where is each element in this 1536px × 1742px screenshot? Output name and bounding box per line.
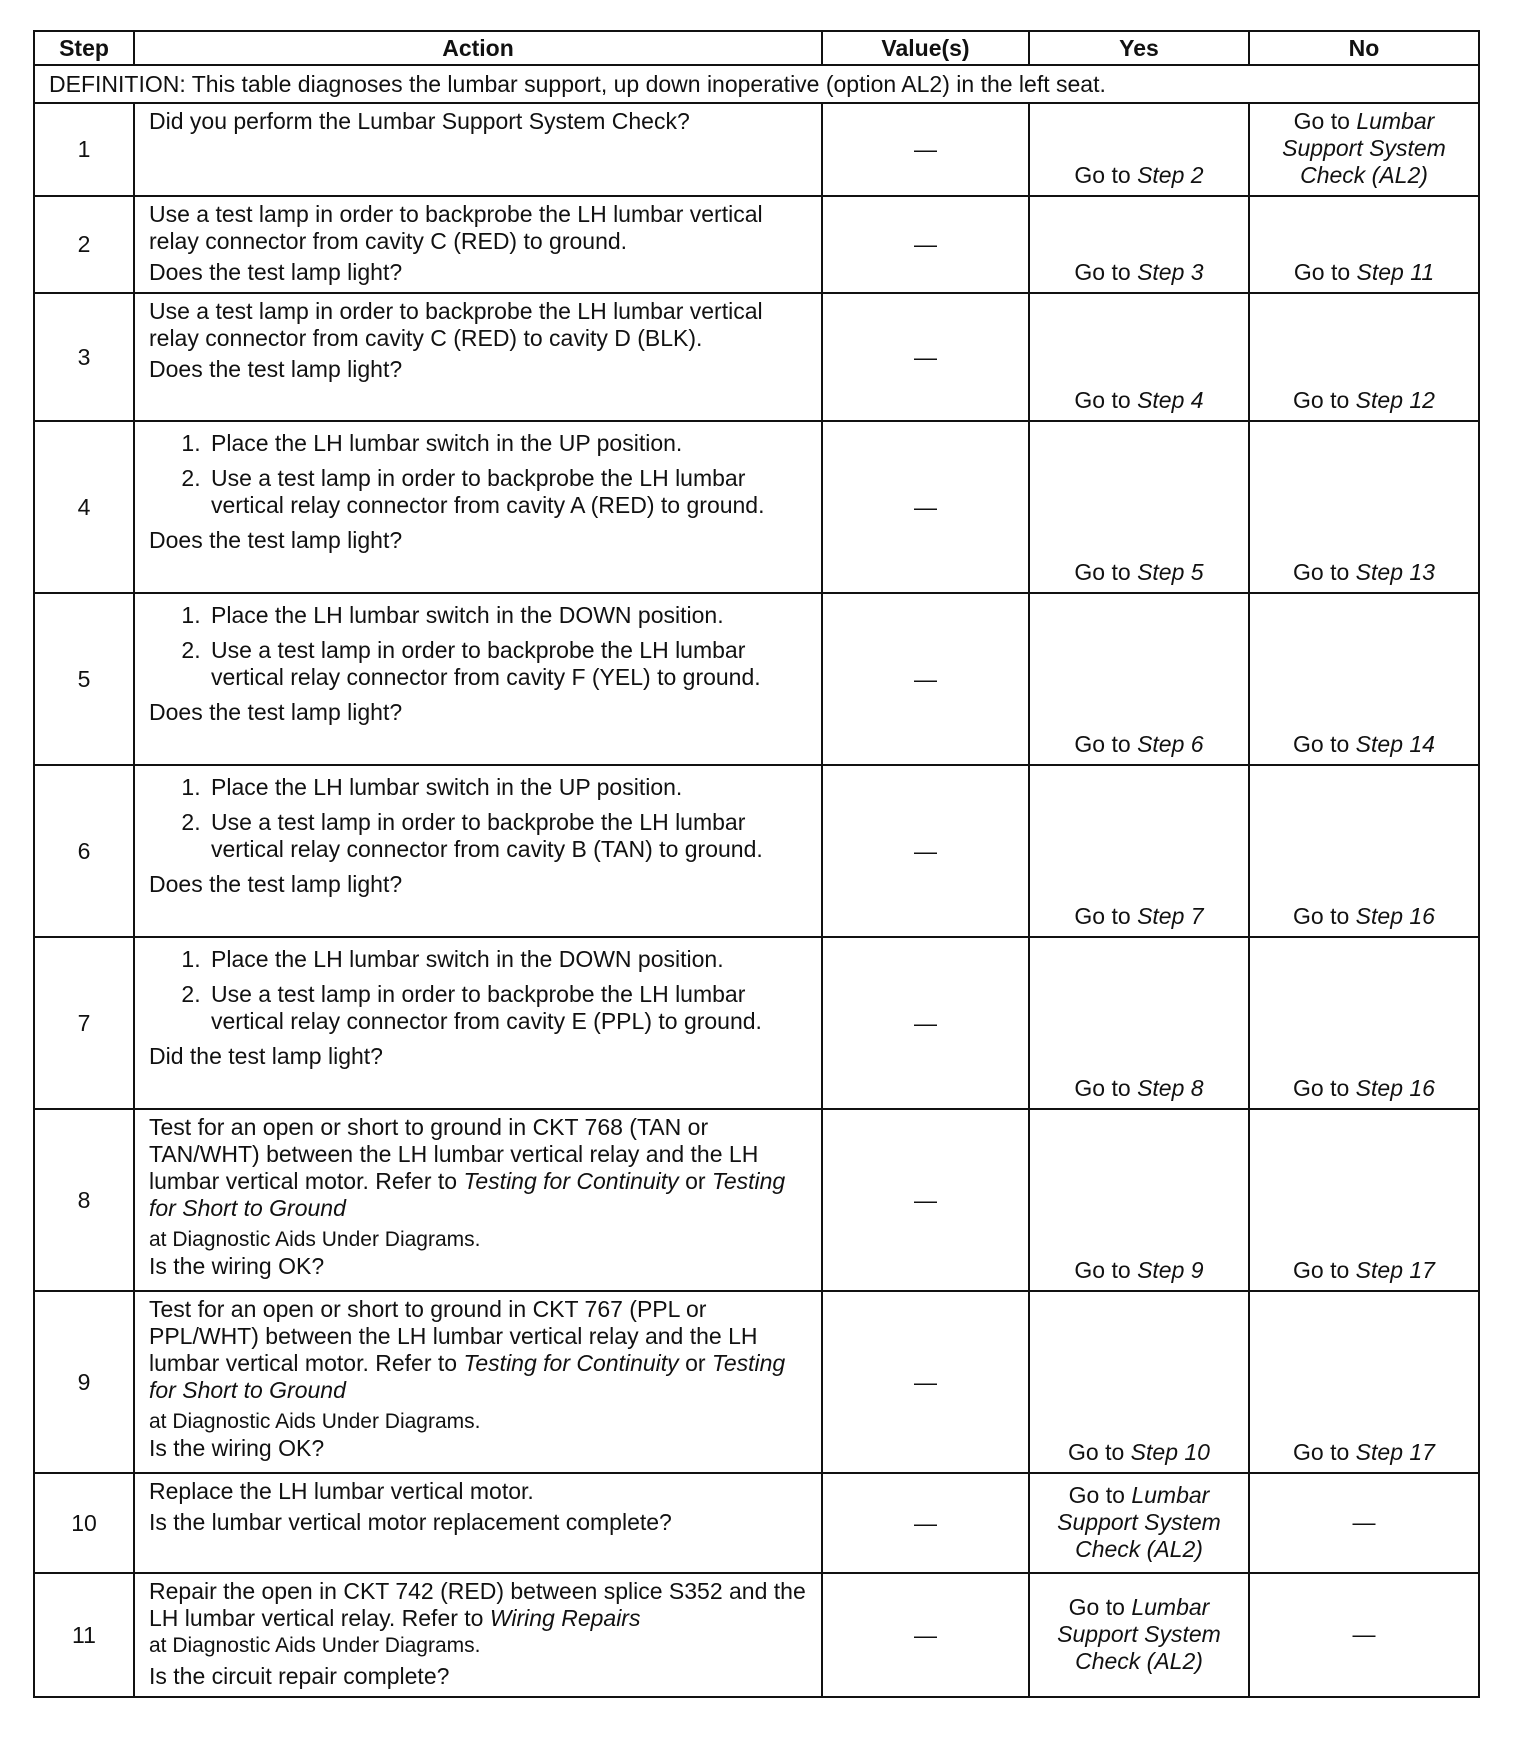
reference-link: Wiring Repairs (489, 1605, 641, 1631)
table-row (34, 1109, 1479, 1291)
action-cell (134, 1291, 822, 1473)
action-text-or: or (685, 1168, 706, 1194)
step-link: Step 6 (1137, 731, 1204, 757)
lumbar-ref-2: Support System (1057, 1508, 1221, 1535)
step-number: 7 (34, 937, 134, 1109)
action-note: at Diagnostic Aids Under Diagrams. (149, 1634, 481, 1657)
reference-link: Testing for Continuity (463, 1168, 679, 1194)
action-cell (134, 1109, 822, 1291)
action-question: Does the test lamp light? (149, 699, 403, 725)
step-link: Step 12 (1355, 387, 1435, 413)
go-to-label: Go to (1068, 1593, 1125, 1620)
action-cell (134, 765, 822, 937)
action-cell (134, 103, 822, 196)
step-number: 8 (34, 1109, 134, 1291)
value-cell: — (822, 103, 1029, 196)
value-cell: — (822, 293, 1029, 421)
go-to-label: Go to (1068, 1439, 1125, 1465)
yes-cell (1029, 293, 1249, 421)
step-link: Step 11 (1356, 259, 1435, 285)
no-cell: — (1249, 1573, 1479, 1697)
definition-row (34, 65, 1479, 103)
list-item: 1. Place the LH lumbar switch in the UP position. (207, 774, 811, 801)
lumbar-ref-1: Lumbar (1131, 1593, 1210, 1620)
value-cell: — (822, 1473, 1029, 1573)
table-row (34, 1573, 1479, 1697)
yes-cell (1029, 1291, 1249, 1473)
list-item: 2. Use a test lamp in order to backprobe the LH lumbar vertical relay connector from cavity B (TAN) to ground. (207, 809, 811, 863)
no-cell (1249, 103, 1479, 196)
step-link: Step 7 (1137, 903, 1204, 929)
header-action: Action (134, 31, 822, 65)
procedure-list (149, 774, 811, 863)
value-cell: — (822, 196, 1029, 293)
list-item: 1. Place the LH lumbar switch in the DOWN position. (207, 946, 811, 973)
action-question: Does the test lamp light? (149, 871, 403, 897)
table-row (34, 1473, 1479, 1573)
step-number: 5 (34, 593, 134, 765)
action-note: at Diagnostic Aids Under Diagrams. (149, 1410, 481, 1433)
yes-cell (1029, 1109, 1249, 1291)
yes-cell (1029, 196, 1249, 293)
no-cell (1249, 765, 1479, 937)
lumbar-ref-3: Check (AL2) (1300, 162, 1428, 188)
action-question: Does the test lamp light? (149, 356, 403, 382)
action-cell (134, 1573, 822, 1697)
no-cell (1249, 293, 1479, 421)
lumbar-ref-2: Support System (1057, 1620, 1221, 1647)
go-to-label: Go to (1074, 1075, 1131, 1101)
action-note: at Diagnostic Aids Under Diagrams. (149, 1228, 481, 1251)
step-link: Step 3 (1137, 259, 1204, 285)
step-link: Step 5 (1137, 559, 1204, 585)
header-no: No (1249, 31, 1479, 65)
step-link: Step 13 (1355, 559, 1435, 585)
go-to-label: Go to (1293, 903, 1350, 929)
go-to-label: Go to (1293, 1439, 1350, 1465)
step-link: Step 2 (1137, 162, 1204, 188)
list-item: 2. Use a test lamp in order to backprobe the LH lumbar vertical relay connector from cavity E (PPL) to ground. (207, 981, 811, 1035)
go-to-label: Go to (1293, 387, 1350, 413)
action-question: Is the wiring OK? (149, 1253, 325, 1279)
go-to-label: Go to (1293, 559, 1350, 585)
table-row (34, 765, 1479, 937)
table-row (34, 1291, 1479, 1473)
lumbar-ref-1: Lumbar (1356, 108, 1435, 134)
definition-text: DEFINITION: This table diagnoses the lumbar support, up down inoperative (option AL2) in the left seat. (34, 65, 1479, 103)
action-cell (134, 593, 822, 765)
yes-cell (1029, 421, 1249, 593)
procedure-list (149, 946, 811, 1035)
action-question: Is the lumbar vertical motor replacement complete? (149, 1509, 672, 1535)
no-cell (1249, 1291, 1479, 1473)
go-to-label: Go to (1293, 259, 1351, 285)
action-cell (134, 937, 822, 1109)
step-number: 1 (34, 103, 134, 196)
no-cell: — (1249, 1473, 1479, 1573)
step-link: Step 17 (1355, 1257, 1435, 1283)
table-row (34, 293, 1479, 421)
lumbar-ref-2: Support System (1282, 135, 1446, 161)
list-item: 1. Place the LH lumbar switch in the UP position. (207, 430, 811, 457)
action-question: Does the test lamp light? (149, 527, 403, 553)
action-cell (134, 196, 822, 293)
go-to-label: Go to (1293, 108, 1350, 134)
step-link: Step 10 (1130, 1439, 1210, 1465)
table-row (34, 421, 1479, 593)
procedure-list (149, 430, 811, 519)
action-text: Use a test lamp in order to backprobe the LH lumbar vertical relay connector from cavity C (RED) to ground. (149, 201, 763, 254)
value-cell: — (822, 421, 1029, 593)
value-cell: — (822, 765, 1029, 937)
yes-cell (1029, 937, 1249, 1109)
action-text: Repair the open in CKT 742 (RED) between splice S352 and the LH lumbar vertical relay. Refer to (149, 1578, 806, 1631)
no-cell (1249, 937, 1479, 1109)
step-link: Step 9 (1137, 1257, 1204, 1283)
go-to-label: Go to (1074, 387, 1131, 413)
step-number: 6 (34, 765, 134, 937)
header-row (34, 31, 1479, 65)
go-to-label: Go to (1074, 559, 1131, 585)
action-text-or: or (685, 1350, 706, 1376)
step-link: Step 17 (1355, 1439, 1435, 1465)
table-row (34, 593, 1479, 765)
step-number: 3 (34, 293, 134, 421)
step-number: 10 (34, 1473, 134, 1573)
step-number: 4 (34, 421, 134, 593)
go-to-label: Go to (1293, 1075, 1350, 1101)
action-text: Test for an open or short to ground in CKT 768 (TAN or TAN/WHT) between the LH lumbar vertical relay and the LH lumbar vertical motor. Refer to (149, 1114, 759, 1194)
go-to-label: Go to (1074, 731, 1131, 757)
header-yes: Yes (1029, 31, 1249, 65)
value-cell: — (822, 937, 1029, 1109)
reference-link: Testing for Short to Ground (149, 1350, 786, 1403)
action-text: Did you perform the Lumbar Support System Check? (149, 108, 690, 134)
value-cell: — (822, 1573, 1029, 1697)
go-to-label: Go to (1074, 1257, 1131, 1283)
go-to-label: Go to (1068, 1481, 1125, 1508)
action-question: Is the wiring OK? (149, 1435, 325, 1461)
lumbar-ref-3: Check (AL2) (1075, 1647, 1203, 1674)
go-to-label: Go to (1074, 259, 1131, 285)
lumbar-ref-1: Lumbar (1131, 1481, 1210, 1508)
action-cell (134, 293, 822, 421)
action-question: Does the test lamp light? (149, 259, 403, 285)
go-to-label: Go to (1074, 162, 1131, 188)
reference-link: Testing for Continuity (463, 1350, 679, 1376)
reference-link: Testing for Short to Ground (149, 1168, 786, 1221)
yes-cell (1029, 1573, 1249, 1697)
lumbar-ref-3: Check (AL2) (1075, 1535, 1203, 1562)
step-link: Step 16 (1355, 903, 1435, 929)
diagnostic-table (33, 30, 1480, 1698)
go-to-label: Go to (1074, 903, 1131, 929)
step-number: 2 (34, 196, 134, 293)
action-text: Replace the LH lumbar vertical motor. (149, 1478, 534, 1504)
step-number: 9 (34, 1291, 134, 1473)
header-values: Value(s) (822, 31, 1029, 65)
go-to-label: Go to (1293, 1257, 1350, 1283)
step-link: Step 4 (1137, 387, 1204, 413)
step-link: Step 14 (1355, 731, 1435, 757)
go-to-label: Go to (1293, 731, 1350, 757)
header-step: Step (34, 31, 134, 65)
yes-cell (1029, 1473, 1249, 1573)
step-link: Step 16 (1355, 1075, 1435, 1101)
no-cell (1249, 421, 1479, 593)
step-number: 11 (34, 1573, 134, 1697)
no-cell (1249, 1109, 1479, 1291)
table-row (34, 103, 1479, 196)
action-cell (134, 1473, 822, 1573)
table-row (34, 196, 1479, 293)
list-item: 1. Place the LH lumbar switch in the DOWN position. (207, 602, 811, 629)
value-cell: — (822, 1291, 1029, 1473)
table-row (34, 937, 1479, 1109)
action-question: Did the test lamp light? (149, 1043, 383, 1069)
action-cell (134, 421, 822, 593)
action-question: Is the circuit repair complete? (149, 1663, 450, 1689)
list-item: 2. Use a test lamp in order to backprobe the LH lumbar vertical relay connector from cavity F (YEL) to ground. (207, 637, 811, 691)
action-text: Use a test lamp in order to backprobe the LH lumbar vertical relay connector from cavity C (RED) to cavity D (BLK). (149, 298, 763, 351)
action-text: Test for an open or short to ground in CKT 767 (PPL or PPL/WHT) between the LH lumbar vertical relay and the LH lumbar vertical motor. Refer to (149, 1296, 758, 1376)
no-cell (1249, 593, 1479, 765)
procedure-list (149, 602, 811, 691)
value-cell: — (822, 593, 1029, 765)
value-cell: — (822, 1109, 1029, 1291)
list-item: 2. Use a test lamp in order to backprobe the LH lumbar vertical relay connector from cavity A (RED) to ground. (207, 465, 811, 519)
yes-cell (1029, 765, 1249, 937)
no-cell (1249, 196, 1479, 293)
step-link: Step 8 (1137, 1075, 1204, 1101)
yes-cell (1029, 593, 1249, 765)
yes-cell (1029, 103, 1249, 196)
